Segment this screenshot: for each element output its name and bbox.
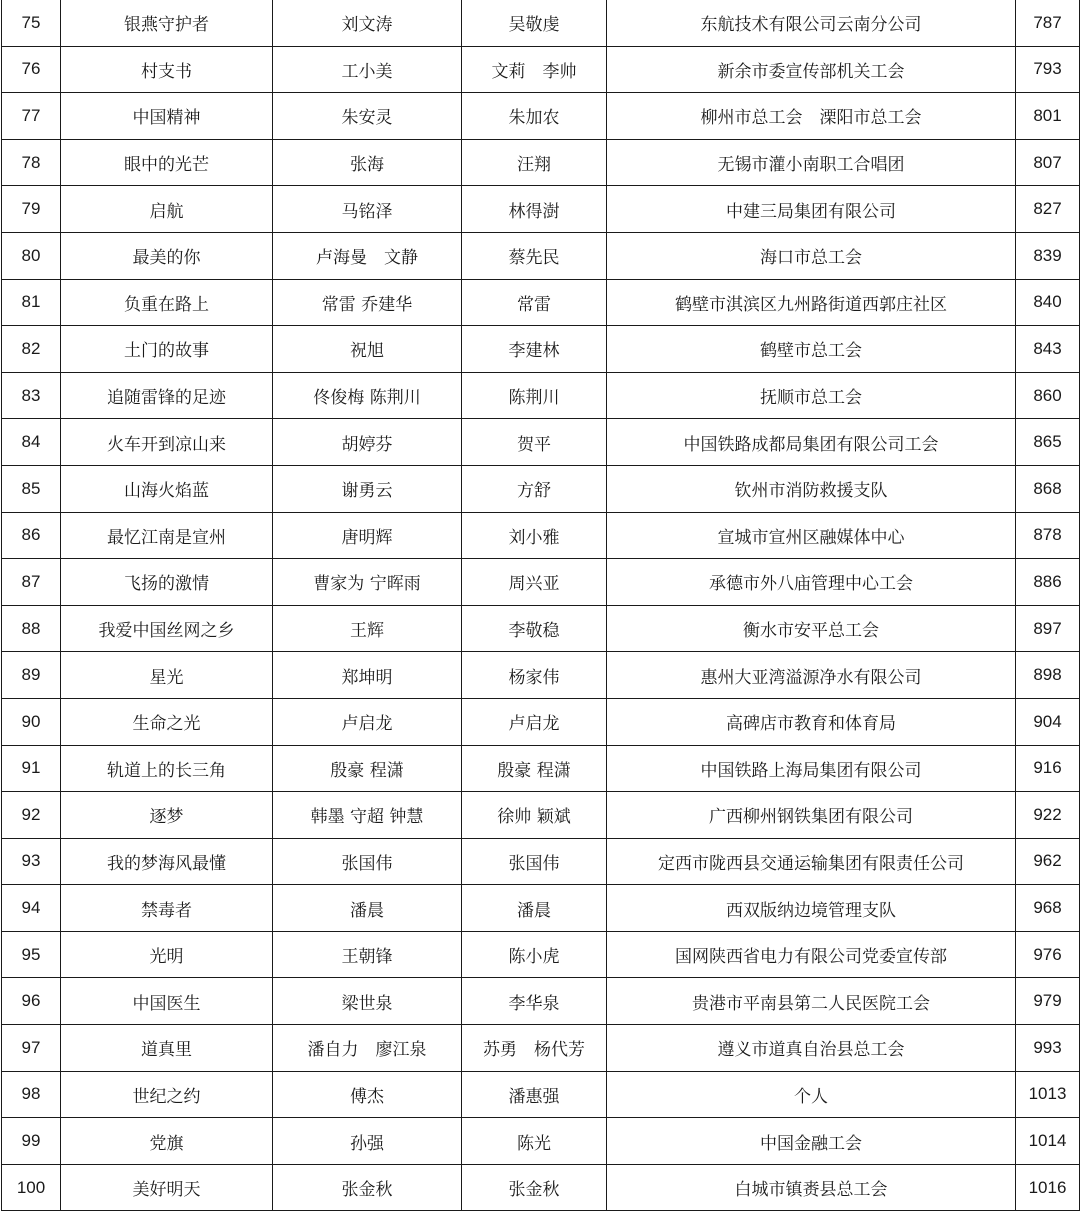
table-row [2, 46, 1080, 93]
table-row [2, 605, 1080, 652]
entry-id: 860 [1016, 372, 1080, 419]
row-number: 87 [2, 559, 61, 606]
table-row [2, 93, 1080, 140]
work-title: 飞扬的激情 [61, 559, 273, 606]
performer-name: 陈荆川 [462, 372, 607, 419]
row-number: 90 [2, 698, 61, 745]
entry-id: 904 [1016, 698, 1080, 745]
organization-name: 白城市镇赉县总工会 [607, 1164, 1016, 1211]
row-number: 83 [2, 372, 61, 419]
work-title: 逐梦 [61, 792, 273, 839]
performer-name: 张国伟 [462, 838, 607, 885]
author-name: 郑坤明 [273, 652, 462, 699]
table-row [2, 559, 1080, 606]
work-title: 最忆江南是宣州 [61, 512, 273, 559]
row-number: 98 [2, 1071, 61, 1118]
performer-name: 林得澍 [462, 186, 607, 233]
table-row [2, 326, 1080, 373]
organization-name: 惠州大亚湾溢源净水有限公司 [607, 652, 1016, 699]
author-name: 王朝锋 [273, 931, 462, 978]
entry-id: 979 [1016, 978, 1080, 1025]
author-name: 祝旭 [273, 326, 462, 373]
performer-name: 潘晨 [462, 885, 607, 932]
author-name: 工小美 [273, 46, 462, 93]
table-row [2, 978, 1080, 1025]
performer-name: 张金秋 [462, 1164, 607, 1211]
entry-id: 807 [1016, 139, 1080, 186]
author-name: 马铭泽 [273, 186, 462, 233]
row-number: 96 [2, 978, 61, 1025]
table-row [2, 698, 1080, 745]
entry-id: 1014 [1016, 1118, 1080, 1165]
performer-name: 常雷 [462, 279, 607, 326]
work-title: 我爱中国丝网之乡 [61, 605, 273, 652]
row-number: 76 [2, 46, 61, 93]
organization-name: 新余市委宣传部机关工会 [607, 46, 1016, 93]
work-title: 星光 [61, 652, 273, 699]
table-row [2, 419, 1080, 466]
row-number: 84 [2, 419, 61, 466]
author-name: 王辉 [273, 605, 462, 652]
performer-name: 殷豪 程潇 [462, 745, 607, 792]
organization-name: 中国铁路成都局集团有限公司工会 [607, 419, 1016, 466]
author-name: 孙强 [273, 1118, 462, 1165]
table-row [2, 465, 1080, 512]
author-name: 傅杰 [273, 1071, 462, 1118]
row-number: 99 [2, 1118, 61, 1165]
entry-id: 787 [1016, 0, 1080, 46]
work-title: 负重在路上 [61, 279, 273, 326]
work-title: 中国精神 [61, 93, 273, 140]
work-title: 火车开到凉山来 [61, 419, 273, 466]
author-name: 张金秋 [273, 1164, 462, 1211]
organization-name: 中国金融工会 [607, 1118, 1016, 1165]
organization-name: 定西市陇西县交通运输集团有限责任公司 [607, 838, 1016, 885]
row-number: 97 [2, 1025, 61, 1072]
entry-id: 898 [1016, 652, 1080, 699]
work-title: 追随雷锋的足迹 [61, 372, 273, 419]
entry-id: 827 [1016, 186, 1080, 233]
entry-id: 1013 [1016, 1071, 1080, 1118]
table-row [2, 792, 1080, 839]
row-number: 92 [2, 792, 61, 839]
work-title: 党旗 [61, 1118, 273, 1165]
table-row [2, 0, 1080, 46]
organization-name: 西双版纳边境管理支队 [607, 885, 1016, 932]
organization-name: 海口市总工会 [607, 232, 1016, 279]
organization-name: 中建三局集团有限公司 [607, 186, 1016, 233]
entry-id: 865 [1016, 419, 1080, 466]
performer-name: 朱加农 [462, 93, 607, 140]
work-title: 眼中的光芒 [61, 139, 273, 186]
performer-name: 文莉 李帅 [462, 46, 607, 93]
entry-id: 886 [1016, 559, 1080, 606]
entry-id: 793 [1016, 46, 1080, 93]
organization-name: 柳州市总工会 溧阳市总工会 [607, 93, 1016, 140]
row-number: 89 [2, 652, 61, 699]
entry-id: 843 [1016, 326, 1080, 373]
row-number: 100 [2, 1164, 61, 1211]
table-row [2, 512, 1080, 559]
performer-name: 潘惠强 [462, 1071, 607, 1118]
table-row [2, 745, 1080, 792]
organization-name: 贵港市平南县第二人民医院工会 [607, 978, 1016, 1025]
work-title: 美好明天 [61, 1164, 273, 1211]
author-name: 卢启龙 [273, 698, 462, 745]
author-name: 潘晨 [273, 885, 462, 932]
author-name: 殷豪 程潇 [273, 745, 462, 792]
entry-id: 897 [1016, 605, 1080, 652]
row-number: 94 [2, 885, 61, 932]
performer-name: 陈光 [462, 1118, 607, 1165]
entry-id: 968 [1016, 885, 1080, 932]
work-title: 道真里 [61, 1025, 273, 1072]
author-name: 朱安灵 [273, 93, 462, 140]
performer-name: 刘小雅 [462, 512, 607, 559]
organization-name: 抚顺市总工会 [607, 372, 1016, 419]
organization-name: 鹤壁市总工会 [607, 326, 1016, 373]
row-number: 91 [2, 745, 61, 792]
organization-name: 钦州市消防救援支队 [607, 465, 1016, 512]
entry-id: 976 [1016, 931, 1080, 978]
entry-id: 801 [1016, 93, 1080, 140]
row-number: 82 [2, 326, 61, 373]
author-name: 梁世泉 [273, 978, 462, 1025]
performer-name: 汪翔 [462, 139, 607, 186]
row-number: 93 [2, 838, 61, 885]
table-row [2, 1025, 1080, 1072]
entry-id: 922 [1016, 792, 1080, 839]
author-name: 常雷 乔建华 [273, 279, 462, 326]
work-title: 中国医生 [61, 978, 273, 1025]
entry-id: 840 [1016, 279, 1080, 326]
table-row [2, 652, 1080, 699]
author-name: 胡婷芬 [273, 419, 462, 466]
performer-name: 苏勇 杨代芳 [462, 1025, 607, 1072]
performer-name: 陈小虎 [462, 931, 607, 978]
row-number: 78 [2, 139, 61, 186]
work-title: 最美的你 [61, 232, 273, 279]
work-title: 世纪之约 [61, 1071, 273, 1118]
row-number: 80 [2, 232, 61, 279]
work-title: 银燕守护者 [61, 0, 273, 46]
organization-name: 个人 [607, 1071, 1016, 1118]
author-name: 潘自力 廖江泉 [273, 1025, 462, 1072]
table-row [2, 232, 1080, 279]
author-name: 张海 [273, 139, 462, 186]
organization-name: 高碑店市教育和体育局 [607, 698, 1016, 745]
work-title: 禁毒者 [61, 885, 273, 932]
author-name: 刘文涛 [273, 0, 462, 46]
row-number: 88 [2, 605, 61, 652]
performer-name: 李华泉 [462, 978, 607, 1025]
author-name: 曹家为 宁晖雨 [273, 559, 462, 606]
work-title: 我的梦海风最懂 [61, 838, 273, 885]
performer-name: 蔡先民 [462, 232, 607, 279]
entry-id: 993 [1016, 1025, 1080, 1072]
entry-id: 916 [1016, 745, 1080, 792]
work-title: 轨道上的长三角 [61, 745, 273, 792]
table-row [2, 1164, 1080, 1211]
row-number: 77 [2, 93, 61, 140]
row-number: 85 [2, 465, 61, 512]
organization-name: 鹤壁市淇滨区九州路街道西郭庄社区 [607, 279, 1016, 326]
table-row [2, 279, 1080, 326]
table-row [2, 186, 1080, 233]
performer-name: 卢启龙 [462, 698, 607, 745]
performer-name: 吴敬虔 [462, 0, 607, 46]
entry-id: 962 [1016, 838, 1080, 885]
work-title: 生命之光 [61, 698, 273, 745]
organization-name: 中国铁路上海局集团有限公司 [607, 745, 1016, 792]
row-number: 95 [2, 931, 61, 978]
row-number: 79 [2, 186, 61, 233]
organization-name: 国网陕西省电力有限公司党委宣传部 [607, 931, 1016, 978]
work-title: 土门的故事 [61, 326, 273, 373]
row-number: 81 [2, 279, 61, 326]
organization-name: 承德市外八庙管理中心工会 [607, 559, 1016, 606]
performer-name: 周兴亚 [462, 559, 607, 606]
performer-name: 李敬稳 [462, 605, 607, 652]
table-row [2, 1118, 1080, 1165]
row-number: 86 [2, 512, 61, 559]
entries-table-body [2, 0, 1080, 1211]
author-name: 韩墨 守超 钟慧 [273, 792, 462, 839]
organization-name: 广西柳州钢铁集团有限公司 [607, 792, 1016, 839]
entries-table [1, 0, 1080, 1211]
organization-name: 遵义市道真自治县总工会 [607, 1025, 1016, 1072]
organization-name: 宣城市宣州区融媒体中心 [607, 512, 1016, 559]
performer-name: 徐帅 颖斌 [462, 792, 607, 839]
work-title: 光明 [61, 931, 273, 978]
organization-name: 东航技术有限公司云南分公司 [607, 0, 1016, 46]
table-row [2, 372, 1080, 419]
entry-id: 1016 [1016, 1164, 1080, 1211]
work-title: 启航 [61, 186, 273, 233]
performer-name: 李建林 [462, 326, 607, 373]
author-name: 唐明辉 [273, 512, 462, 559]
table-row [2, 931, 1080, 978]
table-row [2, 1071, 1080, 1118]
organization-name: 衡水市安平总工会 [607, 605, 1016, 652]
table-row [2, 838, 1080, 885]
entry-id: 868 [1016, 465, 1080, 512]
entry-id: 878 [1016, 512, 1080, 559]
organization-name: 无锡市灌小南职工合唱团 [607, 139, 1016, 186]
work-title: 山海火焰蓝 [61, 465, 273, 512]
work-title: 村支书 [61, 46, 273, 93]
author-name: 卢海曼 文静 [273, 232, 462, 279]
author-name: 张国伟 [273, 838, 462, 885]
performer-name: 杨家伟 [462, 652, 607, 699]
performer-name: 方舒 [462, 465, 607, 512]
table-row [2, 885, 1080, 932]
author-name: 谢勇云 [273, 465, 462, 512]
entry-id: 839 [1016, 232, 1080, 279]
row-number: 75 [2, 0, 61, 46]
performer-name: 贺平 [462, 419, 607, 466]
author-name: 佟俊梅 陈荆川 [273, 372, 462, 419]
table-row [2, 139, 1080, 186]
